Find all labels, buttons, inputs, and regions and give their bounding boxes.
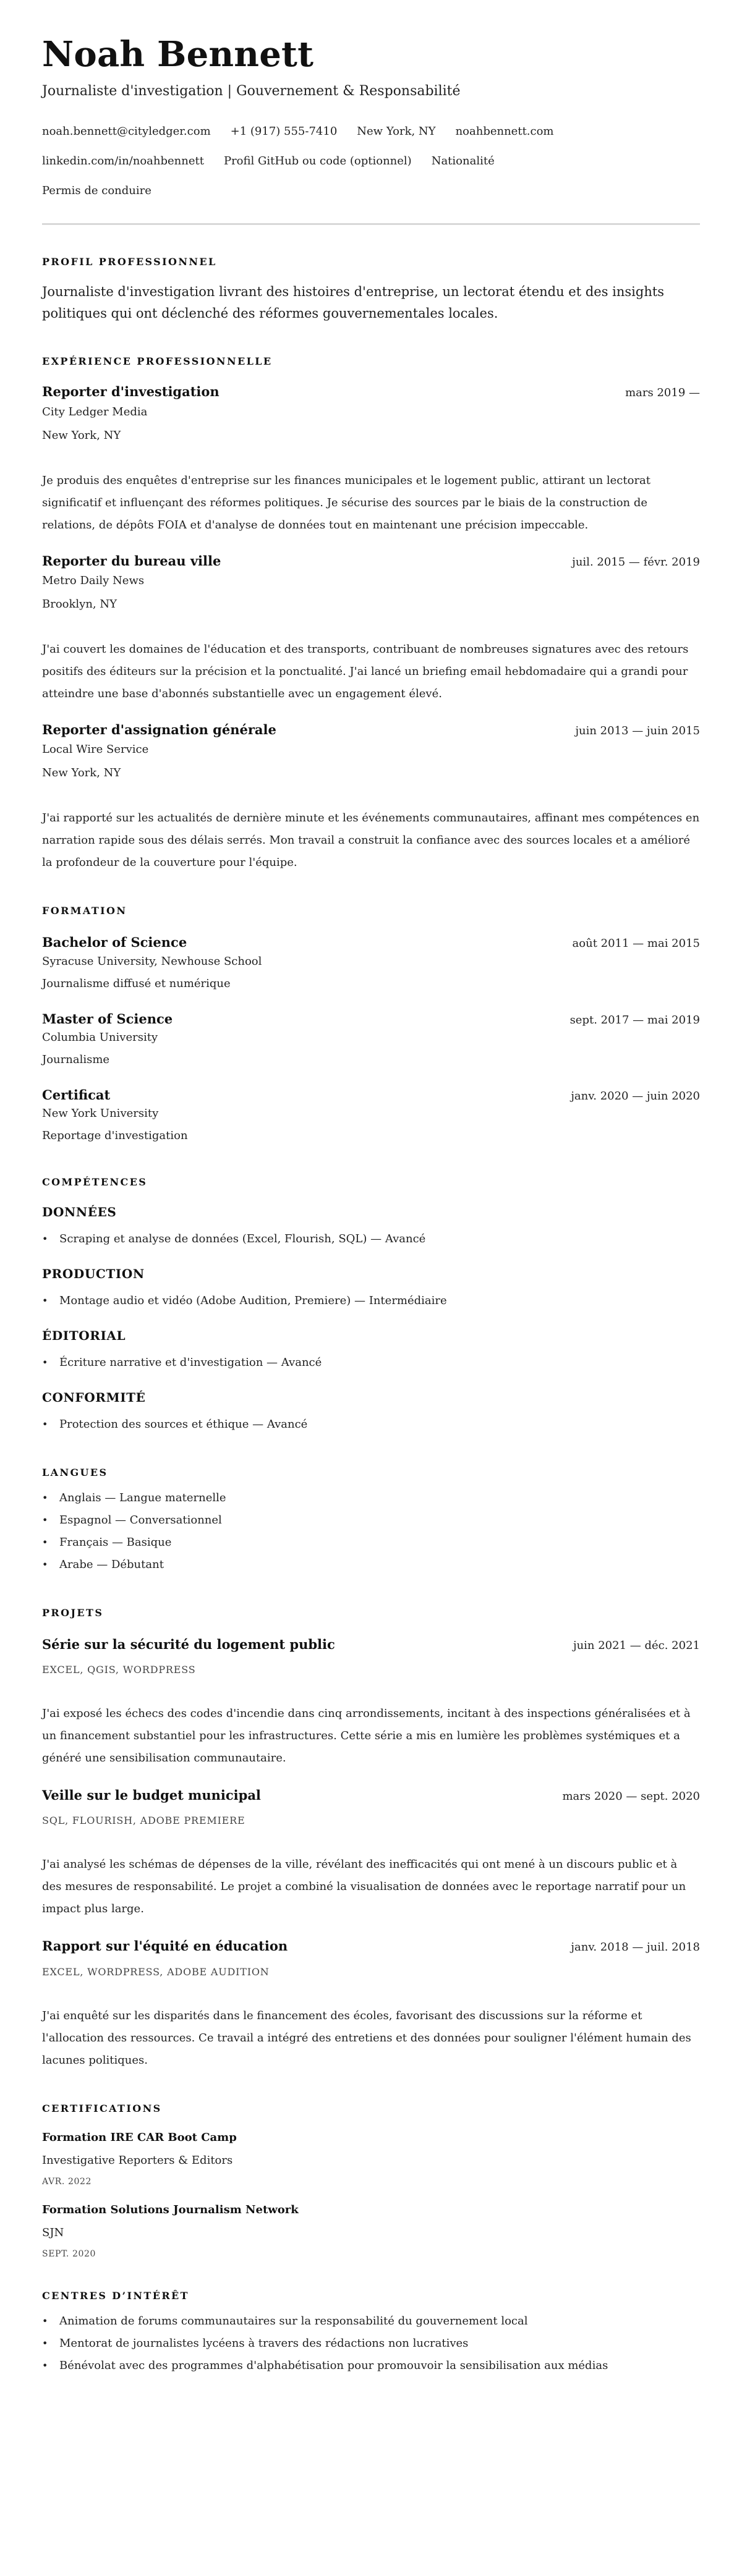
- experience-entry: [42, 721, 700, 874]
- job-title: Reporter d'investigation: [42, 384, 220, 400]
- language-item: • Français — Basique: [42, 1532, 700, 1554]
- section-title-languages: LANGUES: [42, 1466, 108, 1478]
- job-company: Metro Daily News: [42, 574, 145, 587]
- school-name: Columbia University: [42, 1031, 158, 1044]
- resume-header: [42, 35, 700, 225]
- certification-date: SEPT. 2020: [42, 2248, 96, 2259]
- field-of-study: Reportage d'investigation: [42, 1129, 188, 1143]
- certification-date: AVR. 2022: [42, 2176, 92, 2187]
- skill-category: CONFORMITÉ: [42, 1389, 146, 1405]
- job-company: Local Wire Service: [42, 743, 149, 756]
- project-tech-stack: EXCEL, QGIS, WORDPRESS: [42, 1664, 196, 1676]
- certification-issuer: Investigative Reporters & Editors: [42, 2154, 233, 2167]
- languages-section: [42, 1467, 700, 1576]
- project-description: J'ai enquêté sur les disparités dans le financement des écoles, favorisant des discussions sur la réforme et l'allocation des ressources. Ce travail a intégré des entretiens et des données pour souligner l'élément humain des lacunes politiques.: [42, 2009, 691, 2067]
- job-description: J'ai couvert les domaines de l'éducation et des transports, contribuant de nombreuses signatures avec des retours positifs des éditeurs sur la précision et la ponctualité. J'ai lancé un briefing email hebdomadaire qui a grandi pour atteindre une base d'abonnés substantielle avec un engagement élevé.: [42, 642, 689, 700]
- certification-entry: [42, 2203, 700, 2259]
- project-name: Rapport sur l'équité en éducation: [42, 1938, 288, 1954]
- contact-driving-license: Permis de conduire: [42, 184, 151, 197]
- school-name: Syracuse University, Newhouse School: [42, 954, 262, 968]
- field-of-study: Journalisme: [42, 1053, 110, 1067]
- section-title-certifications: CERTIFICATIONS: [42, 2102, 162, 2114]
- project-entry: [42, 1636, 700, 1769]
- education-entry: [42, 1010, 700, 1069]
- project-dates: mars 2020 — sept. 2020: [562, 1790, 700, 1803]
- job-title: Reporter du bureau ville: [42, 553, 221, 569]
- language-item: • Anglais — Langue maternelle: [42, 1487, 700, 1509]
- contact-website[interactable]: noahbennett.com: [455, 124, 554, 138]
- contact-nationality: Nationalité: [431, 154, 495, 167]
- skill-group: [42, 1205, 700, 1250]
- contact-info: [42, 117, 700, 206]
- project-description: J'ai analysé les schémas de dépenses de la ville, révélant des inefficacités qui ont mené à un discours public et à des mesures de responsabilité. Le projet a combiné la visualisation de données avec le reportage narratif pour un impact plus large.: [42, 1858, 686, 1916]
- section-title-education: FORMATION: [42, 905, 127, 917]
- project-tech-stack: EXCEL, WORDPRESS, ADOBE AUDITION: [42, 1965, 270, 1978]
- certification-name: Formation IRE CAR Boot Camp: [42, 2130, 237, 2144]
- job-dates: juil. 2015 — févr. 2019: [572, 555, 700, 569]
- summary-section: [42, 256, 700, 324]
- summary-text: Journaliste d'investigation livrant des histoires d'entreprise, un lectorat étendu et des insights politiques qui ont déclenché des réformes gouvernementales locales.: [42, 284, 665, 321]
- field-of-study: Journalisme diffusé et numérique: [42, 977, 231, 990]
- skill-group: [42, 1390, 700, 1436]
- skills-section: [42, 1176, 700, 1435]
- section-title-interests: CENTRES D’INTÉRÊT: [42, 2289, 189, 2302]
- project-description: J'ai exposé les échecs des codes d'incendie dans cinq arrondissements, incitant à des inspections généralisées et à un financement substantiel pour les infrastructures. Cette série a mis en lumière les problèmes systémiques et a généré une sensibilisation communautaire.: [42, 1707, 691, 1765]
- degree-dates: sept. 2017 — mai 2019: [569, 1013, 700, 1027]
- project-name: Série sur la sécurité du logement public: [42, 1636, 335, 1652]
- project-dates: janv. 2018 — juil. 2018: [571, 1941, 700, 1954]
- header-divider: [42, 223, 700, 225]
- skill-item: • Protection des sources et éthique — Avancé: [42, 1413, 700, 1436]
- job-dates: juin 2013 — juin 2015: [575, 724, 700, 737]
- education-entry: [42, 1087, 700, 1145]
- skill-group: [42, 1328, 700, 1374]
- language-item: • Espagnol — Conversationnel: [42, 1509, 700, 1532]
- skill-item: • Montage audio et vidéo (Adobe Audition, Premiere) — Intermédiaire: [42, 1290, 700, 1312]
- contact-email[interactable]: noah.bennett@cityledger.com: [42, 124, 211, 138]
- job-description: Je produis des enquêtes d'entreprise sur les finances municipales et le logement public, attirant un lectorat significatif et influençant des réformes politiques. Je sécurise des sources par le biais de la construction de relations, de dépôts FOIA et d'analyse de données tout en maintenant une précision impeccable.: [42, 473, 651, 532]
- degree-dates: août 2011 — mai 2015: [572, 937, 700, 951]
- job-location: New York, NY: [42, 428, 121, 442]
- language-item: • Arabe — Débutant: [42, 1554, 700, 1576]
- candidate-name: Noah Bennett: [42, 34, 314, 75]
- section-title-projects: PROJETS: [42, 1606, 104, 1619]
- interest-item: • Mentorat de journalistes lycéens à travers des rédactions non lucratives: [42, 2332, 700, 2355]
- interest-item: • Animation de forums communautaires sur la responsabilité du gouvernement local: [42, 2310, 700, 2332]
- interests-section: [42, 2290, 700, 2377]
- skill-item: • Écriture narrative et d'investigation — Avancé: [42, 1352, 700, 1374]
- section-title-summary: PROFIL PROFESSIONNEL: [42, 255, 217, 268]
- candidate-tagline: Journaliste d'investigation | Gouvernement & Responsabilité: [42, 83, 461, 100]
- project-entry: [42, 1787, 700, 1920]
- projects-section: [42, 1607, 700, 2072]
- contact-linkedin[interactable]: linkedin.com/in/noahbennett: [42, 154, 204, 167]
- job-dates: mars 2019 —: [625, 386, 700, 400]
- contact-github[interactable]: Profil GitHub ou code (optionnel): [223, 154, 412, 167]
- job-company: City Ledger Media: [42, 405, 148, 418]
- contact-location: New York, NY: [357, 124, 436, 138]
- degree-dates: janv. 2020 — juin 2020: [571, 1090, 700, 1103]
- job-title: Reporter d'assignation générale: [42, 721, 276, 737]
- certifications-section: [42, 2103, 700, 2259]
- contact-phone[interactable]: +1 (917) 555-7410: [230, 124, 338, 138]
- certification-entry: [42, 2130, 700, 2187]
- project-tech-stack: SQL, FLOURISH, ADOBE PREMIERE: [42, 1815, 245, 1827]
- skill-group: [42, 1266, 700, 1312]
- experience-entry: [42, 553, 700, 705]
- section-title-skills: COMPÉTENCES: [42, 1176, 148, 1188]
- skill-category: ÉDITORIAL: [42, 1328, 126, 1343]
- education-section: [42, 905, 700, 1145]
- degree-title: Certificat: [42, 1087, 111, 1103]
- project-dates: juin 2021 — déc. 2021: [573, 1638, 700, 1652]
- job-location: Brooklyn, NY: [42, 597, 117, 611]
- degree-title: Master of Science: [42, 1010, 173, 1027]
- degree-title: Bachelor of Science: [42, 934, 187, 951]
- project-entry: [42, 1938, 700, 2071]
- job-location: New York, NY: [42, 766, 121, 780]
- experience-entry: [42, 383, 700, 536]
- school-name: New York University: [42, 1107, 159, 1121]
- certification-issuer: SJN: [42, 2226, 64, 2240]
- education-entry: [42, 934, 700, 993]
- certification-name: Formation Solutions Journalism Network: [42, 2203, 299, 2216]
- experience-section: [42, 355, 700, 874]
- skill-item: • Scraping et analyse de données (Excel, Flourish, SQL) — Avancé: [42, 1228, 700, 1250]
- interest-item: • Bénévolat avec des programmes d'alphabétisation pour promouvoir la sensibilisation aux médias: [42, 2355, 700, 2377]
- project-name: Veille sur le budget municipal: [42, 1787, 261, 1803]
- skill-category: DONNÉES: [42, 1204, 117, 1219]
- skill-category: PRODUCTION: [42, 1266, 145, 1281]
- section-title-experience: EXPÉRIENCE PROFESSIONNELLE: [42, 355, 273, 368]
- job-description: J'ai rapporté sur les actualités de dernière minute et les événements communautaires, affinant mes compétences en narration rapide sous des délais serrés. Mon travail a construit la confiance avec des sources locales et a amélioré la profondeur de la couverture pour l'équipe.: [42, 811, 700, 870]
